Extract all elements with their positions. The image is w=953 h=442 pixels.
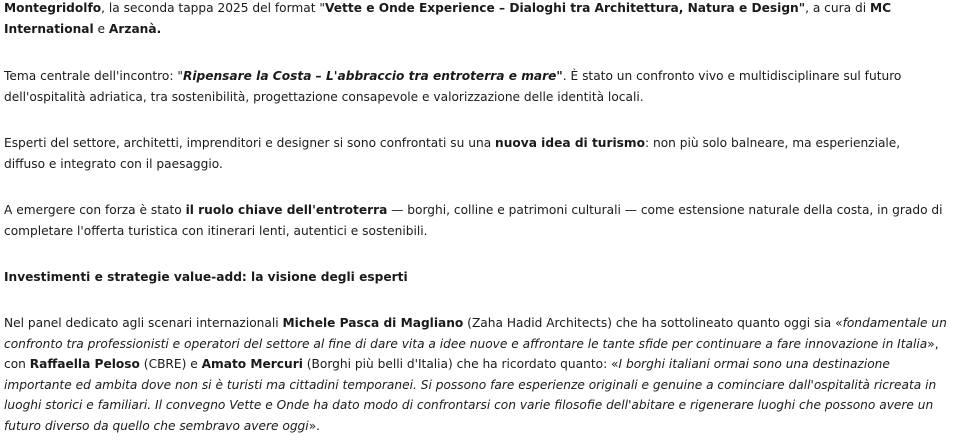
- hinterland-text: — borghi, colline e patrimoni culturali — come estensione naturale della costa, in grado di completare l'offerta turistica con itinerari lenti, autentici e sostenibili.: [4, 203, 943, 238]
- quote-mercuri: I borghi italiani ormai sono una destinazione importante ed ambita dove non si è turisti ma cittadini temporanei. Si possono fare esperienze originali e genuine a cominciare dall'ospitalità ricreata in luoghi storici e familiari. Il convegno Vette e Onde ha dato modo di confrontarsi con varie filosofie dell'abitare e rigenerare luoghi che possono avere un futuro diverso da quello che sembravo avere oggi: [4, 357, 937, 433]
- section-heading: Investimenti e strategie value-add: la visione degli esperti: [4, 270, 408, 284]
- experts-lead: Esperti del settore, architetti, imprenditori e designer si sono confrontati su una: [4, 136, 496, 150]
- intro-text-3: e: [93, 21, 109, 36]
- new-tourism-idea: nuova idea di turismo: [495, 136, 645, 150]
- speaker-mercuri: Amato Mercuri: [201, 357, 303, 372]
- experts-text: : non più solo balneare, ma esperienziale, diffuso e integrato con il paesaggio.: [4, 136, 901, 171]
- theme-lead: Tema centrale dell'incontro: ": [4, 69, 183, 83]
- quote-pasca: fondamentale un confronto tra professionisti e operatori del settore al fine di dare vita a idee nuove e affrontare le tante sfide per continuare a fare innovazione in Italia: [4, 316, 947, 351]
- intro-text: , la seconda tappa 2025 del format ": [101, 1, 326, 15]
- hinterland-lead: A emergere con forza è stato: [4, 203, 186, 217]
- intro-text-2: , a cura di: [805, 1, 870, 15]
- organizer-arzana: Arzanà.: [108, 21, 162, 36]
- paragraph-theme: [4, 66, 944, 107]
- panel-text-5: ».: [308, 418, 321, 433]
- panel-text: (Zaha Hadid Architects) che ha sottolineato quanto oggi sia «: [463, 316, 843, 330]
- paragraph-panel: [4, 313, 949, 437]
- paragraph-intro: [4, 0, 944, 39]
- theme-title: Ripensare la Costa – L'abbraccio tra entroterra e mare": [182, 69, 563, 83]
- panel-text-2: », con: [4, 336, 939, 372]
- panel-lead: Nel panel dedicato agli scenari internazionali: [4, 316, 283, 330]
- panel-text-4: (Borghi più belli d'Italia) che ha ricordato quanto: «: [302, 357, 619, 372]
- speaker-pasca: Michele Pasca di Magliano: [282, 316, 464, 330]
- paragraph-hinterland: [4, 200, 944, 241]
- hinterland-key-role: il ruolo chiave dell'entroterra: [185, 203, 388, 217]
- theme-text: . È stato un confronto vivo e multidisciplinare sul futuro dell'ospitalità adriatica, tra sostenibilità, progettazione consapevole e valorizzazione delle identità locali.: [4, 69, 902, 104]
- panel-text-3: (CBRE) e: [139, 357, 202, 372]
- paragraph-experts: [4, 133, 944, 174]
- location-name: Montegridolfo: [4, 1, 102, 15]
- event-title: Vette e Onde Experience – Dialoghi tra Architettura, Natura e Design": [325, 1, 806, 15]
- speaker-peloso: Raffaella Peloso: [29, 357, 140, 372]
- organizer-mc: MC International: [4, 1, 892, 36]
